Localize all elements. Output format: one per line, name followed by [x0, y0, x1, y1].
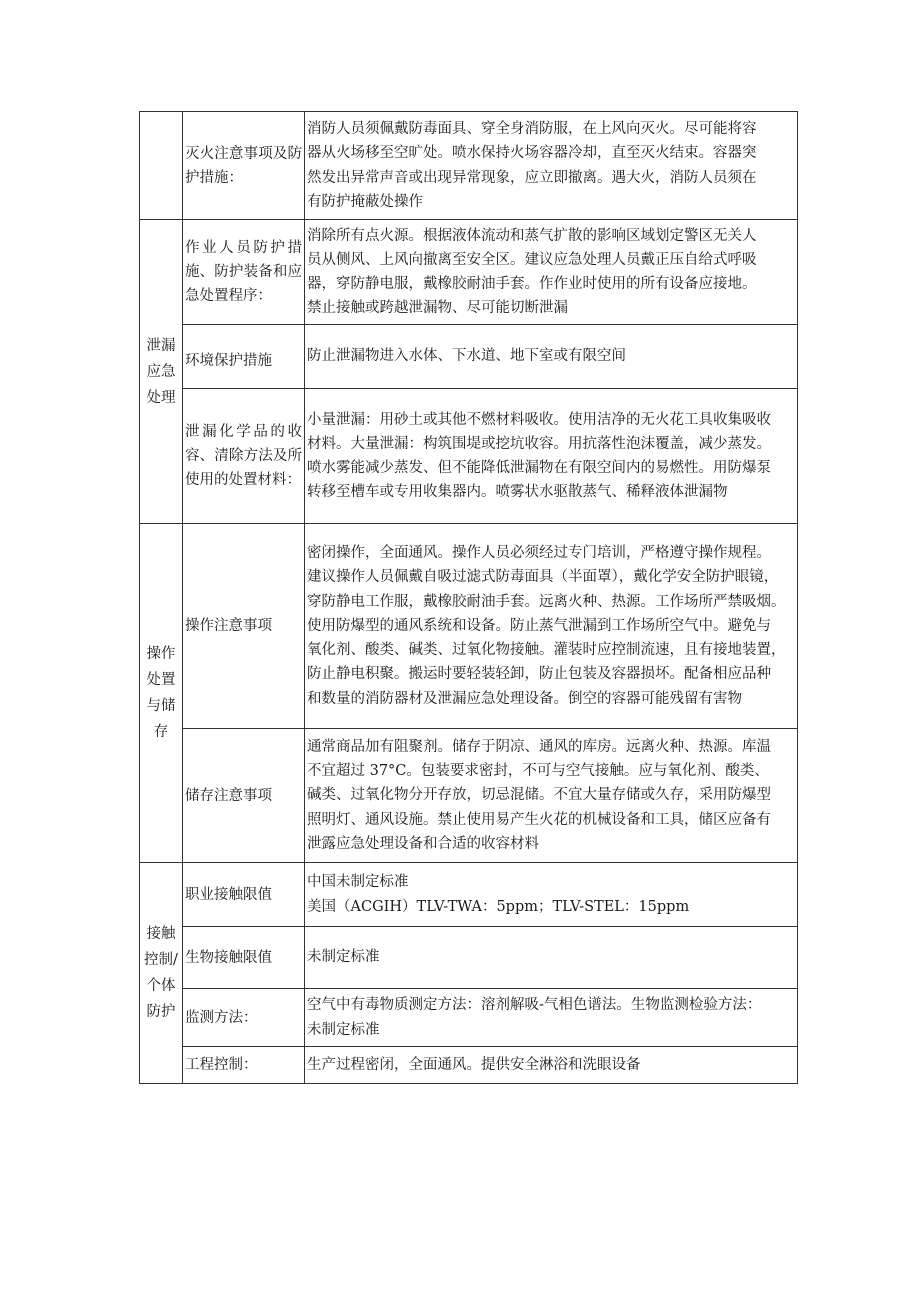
fire_section-section-label — [140, 112, 183, 220]
content-line: 喷水雾能减少蒸发、但不能降低泄漏物在有限空间内的易燃性。用防爆泵 — [307, 460, 771, 476]
sds-table — [139, 111, 798, 1084]
content-line: 空气中有毒物质测定方法：溶剂解吸-气相色谱法。生物监测检验方法： — [307, 997, 762, 1014]
content-line: 美国（ACGIH）TLV-TWA：5ppm；TLV-STEL：15ppm — [307, 898, 690, 915]
leak-content — [305, 325, 798, 389]
leak-subtitle: 作业人员防护措施、防护装备和应急处置程序： — [183, 220, 305, 325]
exposure-section-label: 接触 控制/ 个体 防护 — [140, 863, 183, 1084]
exposure-content — [305, 863, 798, 927]
exposure-subtitle: 工程控制： — [183, 1047, 305, 1084]
handling-subtitle: 储存注意事项 — [183, 729, 305, 863]
content-line: 禁止接触或跨越泄漏物、尽可能切断泄漏 — [307, 300, 568, 317]
content-line: 不宜超过 37°C。包装要求密封，不可与空气接触。应与氧化剂、酸类、 — [307, 763, 769, 780]
content-line: 和数量的消防器材及泄漏应急处理设备。倒空的容器可能残留有害物 — [307, 690, 742, 707]
handling-row — [140, 524, 798, 729]
content-line: 有防护掩蔽处操作 — [307, 193, 423, 210]
content-line: 密闭操作，全面通风。操作人员必须经过专门培训，严格遵守操作规程。 — [307, 545, 771, 562]
content-line: 防止静电积聚。搬运时要轻装轻卸，防止包装及容器损坏。配备相应品种 — [307, 666, 771, 683]
exposure-row — [140, 989, 798, 1047]
content-line: 通常商品加有阻聚剂。储存于阴凉、通风的库房。远离火种、热源。库温 — [307, 738, 771, 755]
content-line: 转移至槽车或专用收集器内。喷雾状水驱散蒸气、稀释液体泄漏物 — [307, 484, 728, 501]
leak-row — [140, 325, 798, 389]
exposure-row — [140, 1047, 798, 1084]
content-line: 然发出异常声音或出现异常现象，应立即撤离。遇大火，消防人员须在 — [307, 169, 757, 186]
handling-row — [140, 729, 798, 863]
handling-content — [305, 729, 798, 863]
handling-section-label: 操作 处置 与储 存 — [140, 524, 183, 863]
handling-subtitle: 操作注意事项 — [183, 524, 305, 729]
content-line: 员从侧风、上风向撤离至安全区。建议应急处理人员戴正压自给式呼吸 — [307, 251, 757, 268]
exposure-subtitle: 职业接触限值 — [183, 863, 305, 927]
content-line: 消防人员须佩戴防毒面具、穿全身消防服，在上风向灭火。尽可能将容 — [307, 121, 757, 138]
content-line: 未制定标准 — [307, 949, 380, 966]
content-line: 氧化剂、酸类、碱类、过氧化物接触。灌装时应控制流速，且有接地装置， — [307, 642, 786, 659]
leak-content — [305, 220, 798, 325]
exposure-content — [305, 1047, 798, 1084]
leak-subtitle: 环境保护措施 — [183, 325, 305, 389]
exposure-row — [140, 927, 798, 989]
exposure-content — [305, 927, 798, 989]
content-line: 使用防爆型的通风系统和设备。防止蒸气泄漏到工作场所空气中。避免与 — [307, 617, 771, 634]
exposure-content — [305, 989, 798, 1047]
content-line: 未制定标准 — [307, 1021, 380, 1038]
leak-content — [305, 389, 798, 524]
content-line: 穿防静电工作服，戴橡胶耐油手套。远离火种、热源。工作场所严禁吸烟。 — [307, 593, 786, 610]
content-line: 小量泄漏：用砂土或其他不燃材料吸收。使用洁净的无火花工具收集吸收 — [307, 411, 771, 428]
content-line: 防止泄漏物进入水体、下水道、地下室或有限空间 — [307, 348, 626, 365]
fire_section-row — [140, 112, 798, 220]
exposure-subtitle: 生物接触限值 — [183, 927, 305, 989]
content-line: 泄露应急处理设备和合适的收容材料 — [307, 835, 539, 852]
content-line: 碱类、过氧化物分开存放，切忌混储。不宜大量存储或久存，采用防爆型 — [307, 787, 771, 804]
content-line: 照明灯、通风设施。禁止使用易产生火花的机械设备和工具，储区应备有 — [307, 811, 771, 828]
exposure-row — [140, 863, 798, 927]
leak-subtitle: 泄漏化学品的收容、清除方法及所使用的处置材料： — [183, 389, 305, 524]
content-line: 中国未制定标准 — [307, 874, 409, 891]
leak-row — [140, 220, 798, 325]
content-line: 消除所有点火源。根据液体流动和蒸气扩散的影响区域划定警区无关人 — [307, 227, 757, 244]
fire_section-content — [305, 112, 798, 220]
content-line: 生产过程密闭，全面通风。提供安全淋浴和洗眼设备 — [307, 1056, 641, 1073]
content-line: 器从火场移至空旷处。喷水保持火场容器冷却，直至灭火结束。容器突 — [307, 145, 757, 162]
leak-row — [140, 389, 798, 524]
content-line: 器，穿防静电服，戴橡胶耐油手套。作作业时使用的所有设备应接地。 — [307, 276, 757, 292]
handling-content — [305, 524, 798, 729]
content-line: 材料。大量泄漏：构筑围堤或挖坑收容。用抗落性泡沫覆盖，减少蒸发。 — [307, 435, 771, 452]
fire_section-subtitle: 灭火注意事项及防护措施： — [183, 112, 305, 220]
content-line: 建议操作人员佩戴自吸过滤式防毒面具（半面罩），戴化学安全防护眼镜， — [307, 569, 779, 586]
exposure-subtitle: 监测方法： — [183, 989, 305, 1047]
leak-section-label: 泄漏 应急 处理 — [140, 220, 183, 524]
